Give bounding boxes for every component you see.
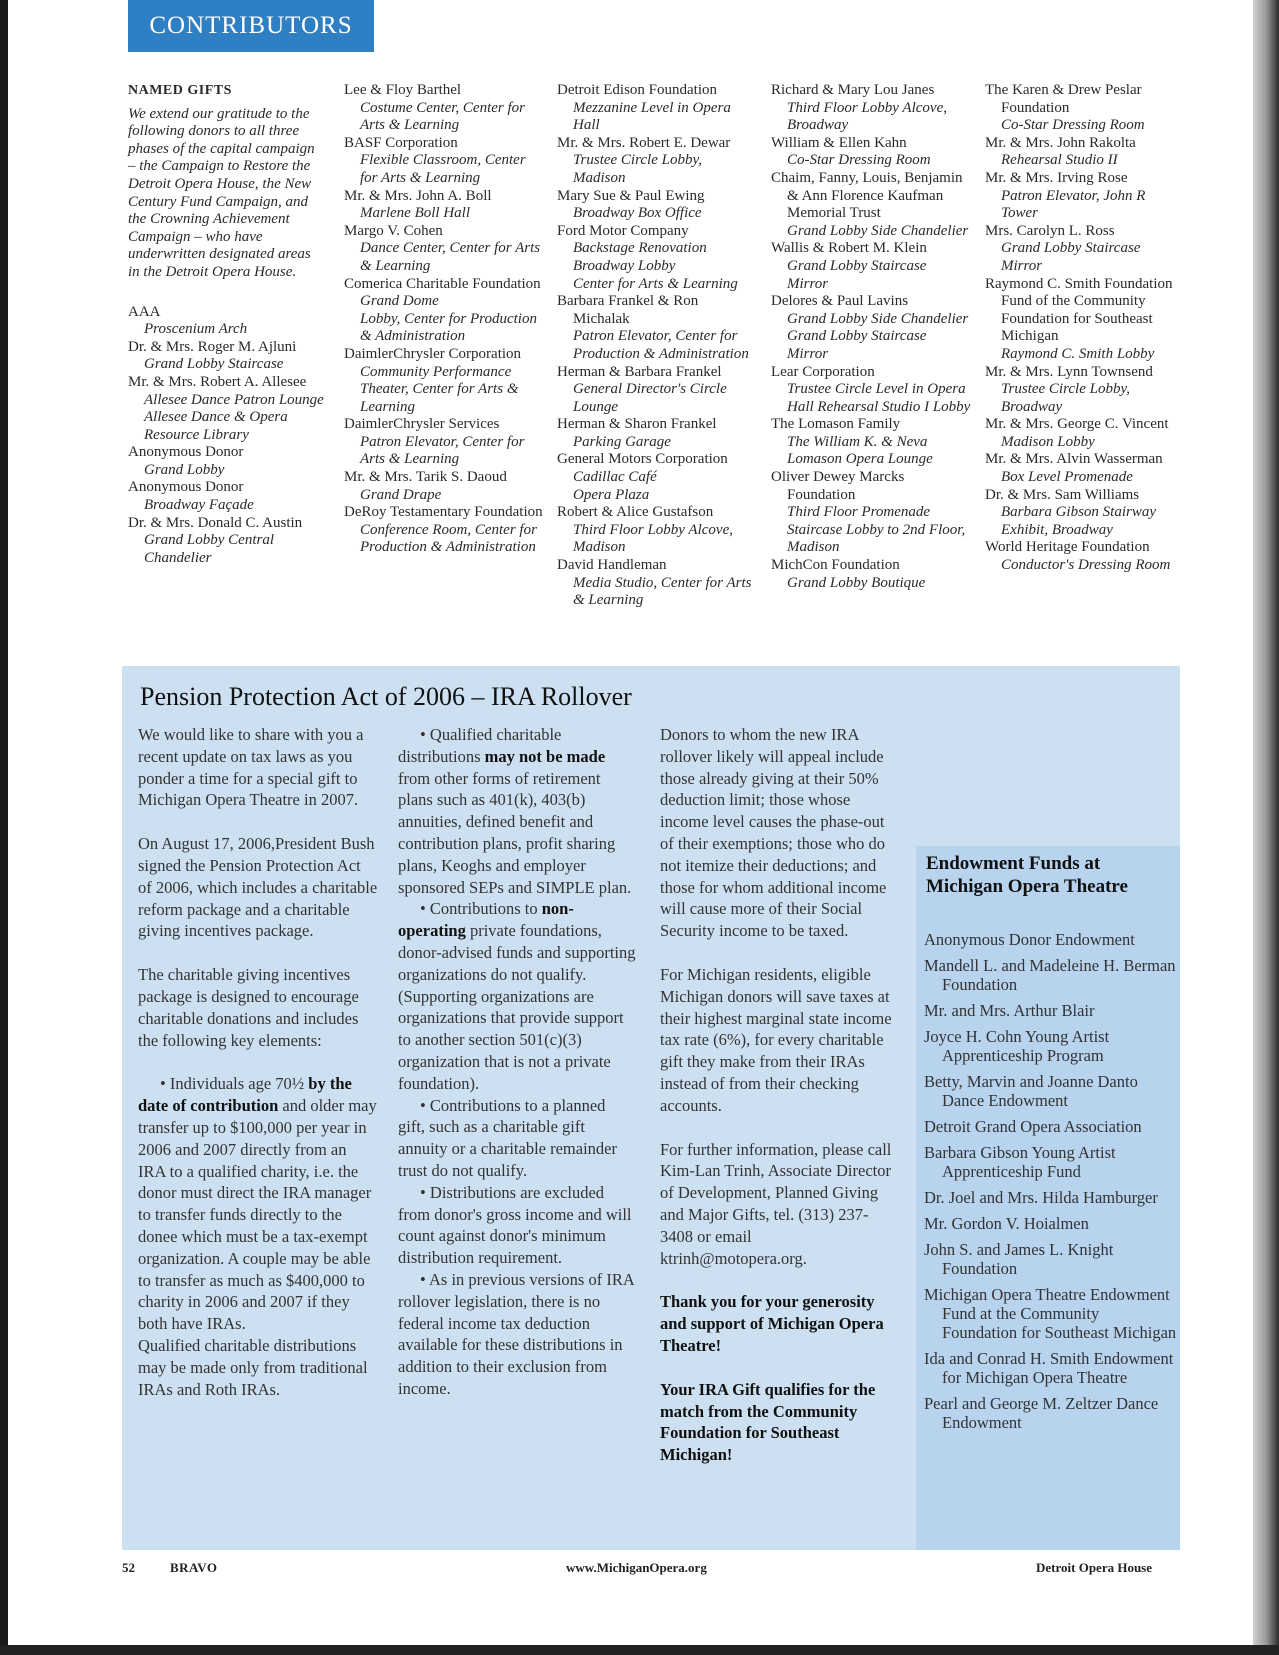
donor-name: Dr. & Mrs. Sam Williams	[985, 486, 1140, 503]
designated-area: Broadway Box Office	[573, 205, 702, 222]
donor-name: DaimlerChrysler Services	[344, 416, 500, 433]
designated-area: Grand Lobby Side Chandelier	[787, 310, 969, 327]
designated-area: Trustee Circle Lobby, Broadway	[1001, 381, 1131, 415]
bullet-text: • Qualified charitable distributions	[398, 725, 562, 766]
pension-bullet	[138, 1073, 378, 1335]
pension-paragraph: Qualified charitable distributions may be made only from traditional IRAs and Roth IRAs.	[138, 1335, 368, 1399]
endowment-item: Ida and Conrad H. Smith Endowment for Michigan Opera Theatre	[924, 1349, 1174, 1387]
designated-area: The William K. & Neva Lomason Opera Lounge	[787, 433, 933, 468]
designated-area: Grand Lobby Staircase Mirror	[1001, 240, 1141, 274]
donor-name: Mr. & Mrs. Alvin Wasserman	[985, 451, 1163, 468]
designated-area: Grand Lobby Central Chandelier	[144, 532, 275, 566]
donor-name: The Lomason Family	[771, 416, 901, 433]
named-gifts-column-5	[985, 82, 1181, 575]
designated-area: Grand Drape	[360, 486, 442, 503]
pension-title: Pension Protection Act of 2006 – IRA Rollover	[140, 682, 632, 711]
donor-list	[557, 82, 755, 610]
donor-name: World Heritage Foundation	[985, 539, 1150, 556]
donor-name: David Handleman	[557, 557, 667, 574]
page-binding-edge	[0, 0, 8, 1645]
named-gifts-column-4	[771, 82, 971, 592]
designated-area: Barbara Gibson Stairway Exhibit, Broadway	[1001, 504, 1157, 538]
designated-area: Third Floor Promenade	[787, 504, 931, 521]
donor-name: Lee & Floy Barthel	[344, 82, 462, 98]
designated-area: Marlene Boll Hall	[360, 205, 470, 222]
designated-area: Parking Garage	[573, 433, 671, 450]
donor-name: Mr. & Mrs. Irving Rose	[985, 169, 1128, 186]
pension-bullet: • Contributions to a planned gift, such as a charitable gift annuity or a charitable remainder trust do not qualify.	[398, 1095, 617, 1180]
designated-area: Mezzanine Level in Opera Hall	[573, 99, 731, 134]
designated-area: Third Floor Lobby Alcove, Madison	[573, 521, 733, 556]
endowment-item: Joyce H. Cohn Young Artist Apprenticeship Program	[924, 1027, 1110, 1065]
page-fold-shadow	[1253, 0, 1279, 1655]
designated-area: Grand Lobby	[144, 461, 225, 478]
pension-paragraph: For Michigan residents, eligible Michigan donors will save taxes at their highest marginal state income tax rate (6%), for every charitable gift they make from their IRAs instead of from their checking accounts.	[660, 964, 892, 1115]
donor-name: Mr. & Mrs. John A. Boll	[344, 187, 492, 204]
endowment-item: Anonymous Donor Endowment	[924, 930, 1135, 949]
designated-area: Grand Dome	[360, 293, 439, 310]
donor-name: Lear Corporation	[771, 363, 875, 380]
donor-name: Herman & Sharon Frankel	[557, 416, 717, 433]
endowment-item: Mr. and Mrs. Arthur Blair	[924, 1001, 1095, 1020]
bullet-emphasis: by the date of contribution	[138, 1074, 352, 1116]
donor-name: Robert & Alice Gustafson	[557, 504, 714, 521]
endowment-item: Pearl and George M. Zeltzer Dance Endowment	[924, 1394, 1159, 1432]
donor-name: DaimlerChrysler Corporation	[344, 345, 522, 362]
bullet-emphasis: may not be made	[484, 746, 606, 766]
donor-name: Mr. & Mrs. George C. Vincent	[985, 416, 1169, 433]
designated-area: Broadway Lobby	[573, 257, 676, 274]
designated-area: Dance Center, Center for Arts & Learning	[360, 240, 541, 274]
donor-name: Dr. & Mrs. Roger M. Ajluni	[128, 338, 297, 355]
designated-area: Box Level Promenade	[1001, 469, 1133, 486]
donor-name: Detroit Edison Foundation	[557, 82, 717, 98]
bullet-emphasis: non-operating	[398, 899, 574, 941]
donor-name: Anonymous Donor	[128, 444, 244, 461]
designated-area: Costume Center, Center for Arts & Learning	[360, 99, 525, 134]
endowment-item: John S. and James L. Knight Foundation	[924, 1240, 1114, 1278]
designated-area: Allesee Dance & Opera Resource Library	[144, 409, 288, 443]
designated-area: Trustee Circle Level in Opera Hall Rehearsal Studio I Lobby	[787, 381, 971, 415]
bullet-text: • Contributions to	[420, 899, 542, 919]
pension-bullet	[398, 724, 636, 898]
designated-area: Flexible Classroom, Center for Arts & Learning	[360, 152, 526, 186]
pension-bullet: • As in previous versions of IRA rollover legislation, there is no federal income tax deduction available for these distributions in addition to their exclusion from income.	[398, 1269, 634, 1398]
designated-area: Grand Lobby Staircase Mirror	[787, 328, 927, 362]
donor-name: Mr. & Mrs. Robert E. Dewar	[557, 134, 731, 151]
donor-list	[128, 304, 324, 568]
pension-paragraph: We would like to share with you a recent update on tax laws as you ponder a time for a special gift to Michigan Opera Theatre in 2007.	[138, 725, 364, 810]
designated-area: Trustee Circle Lobby, Madison	[573, 152, 703, 186]
magazine-name: BRAVO	[170, 1560, 218, 1575]
bullet-text: • Individuals age 70½	[160, 1074, 309, 1094]
endowment-list	[924, 930, 1178, 1439]
donor-list	[985, 82, 1181, 575]
donor-name: Mr. & Mrs. Robert A. Allesee	[128, 373, 307, 390]
designated-area: Opera Plaza	[573, 486, 650, 503]
pension-column-3	[660, 724, 896, 1488]
donor-name: Mr. & Mrs. Lynn Townsend	[985, 363, 1153, 380]
donor-name: Comerica Charitable Foundation	[344, 275, 541, 292]
donor-name: Herman & Barbara Frankel	[557, 363, 722, 380]
page-bottom-edge	[0, 1645, 1279, 1655]
designated-area: Co-Star Dressing Room	[787, 152, 931, 169]
donor-name: Mr. & Mrs. John Rakolta	[985, 134, 1136, 151]
designated-area: Center for Arts & Learning	[573, 275, 738, 292]
donor-name: Anonymous Donor	[128, 479, 244, 496]
donor-name: William & Ellen Kahn	[771, 134, 907, 151]
designated-area: General Director's Circle Lounge	[573, 381, 727, 415]
designated-area: Cadillac Café	[573, 469, 657, 486]
pension-bullet	[398, 898, 636, 1094]
donor-name: General Motors Corporation	[557, 451, 728, 468]
donor-name: Barbara Frankel & Ron Michalak	[557, 293, 699, 327]
endowment-item: Betty, Marvin and Joanne Danto Dance Endowment	[924, 1072, 1138, 1110]
website-link[interactable]: www.MichiganOpera.org	[566, 1560, 707, 1575]
designated-area: Media Studio, Center for Arts & Learning	[573, 574, 752, 609]
endowment-item: Mr. Gordon V. Hoialmen	[924, 1214, 1089, 1233]
donor-name: Margo V. Cohen	[344, 222, 443, 239]
bullet-text: private foundations, donor-advised funds and supporting organizations do not qualify. (Supporting organizations are organizations that provide support to another section 501(c)(3) organization that is not a private foundation).	[398, 921, 636, 1093]
designated-area: Grand Lobby Side Chandelier	[787, 222, 969, 239]
pension-column-1	[138, 724, 378, 1422]
thank-you-note: Thank you for your generosity and support of Michigan Opera Theatre!	[660, 1292, 884, 1355]
bullet-text: from other forms of retirement plans such as 401(k), 403(b) annuities, defined benefit and contribution plans, profit sharing plans, Keoghs and employer sponsored SEPs and SIMPLE plan.	[398, 768, 632, 897]
bullet-text: and older may transfer up to $100,000 per year in 2006 and 2007 directly from an IRA to a qualified charity, i.e. the donor must direct the IRA manager to transfer funds directly to the donee which must be a tax-exempt organization. A couple may be able to transfer as much as $400,000 to charity in 2006 and 2007 if they both have IRAs.	[138, 1096, 377, 1334]
endowment-item: Michigan Opera Theatre Endowment Fund at the Community Foundation for Southeast Michigan	[924, 1285, 1177, 1342]
named-gifts-intro: We extend our gratitude to the following donors to all three phases of the capital campaign – the Campaign to Restore the Detroit Opera House, the New Century Fund Campaign, and the Crowning Achievement Campaign – who have underwritten designated areas in the Detroit Opera House.	[128, 105, 315, 280]
donor-name: Mrs. Carolyn L. Ross	[985, 222, 1115, 239]
pension-paragraph: Donors to whom the new IRA rollover likely will appeal include those already giving at their 50% deduction limit; those whose income level causes the phase-out of their exemptions; those who do not itemize their deductions; and those for whom additional income will cause more of their Social Security income to be taxed.	[660, 725, 887, 941]
donor-name: Mr. & Mrs. Tarik S. Daoud	[344, 469, 507, 486]
donor-name: Delores & Paul Lavins	[771, 293, 909, 310]
endowment-item: Mandell L. and Madeleine H. Berman Foundation	[924, 956, 1176, 994]
designated-area: Patron Elevator, John R Tower	[1001, 187, 1146, 222]
donor-name: Raymond C. Smith Foundation Fund of the Community Foundation for Southeast Michigan	[985, 275, 1173, 345]
match-note: Your IRA Gift qualifies for the match from the Community Foundation for Southeast Michigan!	[660, 1379, 876, 1465]
donor-name: MichCon Foundation	[771, 557, 900, 574]
donor-name: The Karen & Drew Peslar Foundation	[985, 82, 1142, 116]
designated-area: Broadway Façade	[144, 497, 254, 514]
donor-name: Oliver Dewey Marcks Foundation	[771, 469, 905, 503]
donor-name: Wallis & Robert M. Klein	[771, 240, 927, 257]
named-gifts-column-3	[557, 82, 755, 610]
designated-area: Conductor's Dressing Room	[1001, 557, 1171, 574]
page-number: 52	[122, 1560, 135, 1575]
named-gifts-column-1	[128, 82, 324, 567]
pension-bullet: • Distributions are excluded from donor's gross income and will count against donor's minimum distribution requirement.	[398, 1182, 632, 1268]
donor-list	[344, 82, 544, 557]
endowment-item: Detroit Grand Opera Association	[924, 1117, 1142, 1136]
endowment-title: Endowment Funds at Michigan Opera Theatre	[926, 853, 1128, 897]
named-gifts-column-2	[344, 82, 544, 557]
pension-column-2	[398, 724, 636, 1400]
donor-name: Chaim, Fanny, Louis, Benjamin & Ann Florence Kaufman Memorial Trust	[771, 169, 963, 222]
section-banner: CONTRIBUTORS	[128, 0, 374, 52]
designated-area: Lobby, Center for Production & Administration	[360, 310, 537, 345]
designated-area: Community Performance Theater, Center for Arts & Learning	[360, 363, 519, 415]
pension-paragraph: For further information, please call Kim-Lan Trinh, Associate Director of Development, Planned Giving and Major Gifts, tel. (313) 237-3408 or email ktrinh@motopera.org.	[660, 1139, 892, 1268]
donor-list	[771, 82, 971, 592]
designated-area: Madison Lobby	[1001, 433, 1095, 450]
donor-name: BASF Corporation	[344, 134, 458, 151]
designated-area: Grand Lobby Staircase	[144, 356, 284, 373]
designated-area: Proscenium Arch	[144, 321, 248, 338]
designated-area: Patron Elevator, Center for Production & Administration	[573, 328, 749, 362]
designated-area: Backstage Renovation	[573, 240, 707, 257]
designated-area: Staircase Lobby to 2nd Floor, Madison	[787, 521, 966, 556]
designated-area: Raymond C. Smith Lobby	[1001, 345, 1155, 362]
donor-name: Mary Sue & Paul Ewing	[557, 187, 705, 204]
donor-name: Ford Motor Company	[557, 222, 689, 239]
donor-name: AAA	[128, 303, 161, 320]
designated-area: Patron Elevator, Center for Arts & Learning	[360, 433, 525, 468]
venue-name: Detroit Opera House	[1036, 1560, 1153, 1575]
designated-area: Grand Lobby Staircase Mirror	[787, 257, 927, 292]
donor-name: Dr. & Mrs. Donald C. Austin	[128, 514, 303, 531]
pension-paragraph: On August 17, 2006,President Bush signed the Pension Protection Act of 2006, which includes a charitable reform package and a charitable giving incentives package.	[138, 834, 378, 941]
designated-area: Allesee Dance Patron Lounge	[144, 391, 324, 408]
endowment-item: Dr. Joel and Mrs. Hilda Hamburger	[924, 1188, 1158, 1207]
named-gifts-heading: NAMED GIFTS	[128, 83, 232, 98]
designated-area: Conference Room, Center for Production & Administration	[360, 521, 537, 556]
designated-area: Rehearsal Studio II	[1001, 152, 1118, 169]
designated-area: Grand Lobby Boutique	[787, 574, 926, 591]
endowment-item: Barbara Gibson Young Artist Apprenticeship Fund	[924, 1143, 1116, 1181]
donor-name: Richard & Mary Lou Janes	[771, 82, 935, 98]
donor-name: DeRoy Testamentary Foundation	[344, 504, 543, 521]
pension-paragraph: The charitable giving incentives package is designed to encourage charitable donations and includes the following key elements:	[138, 965, 359, 1050]
designated-area: Third Floor Lobby Alcove, Broadway	[787, 99, 947, 134]
designated-area: Co-Star Dressing Room	[1001, 117, 1145, 134]
